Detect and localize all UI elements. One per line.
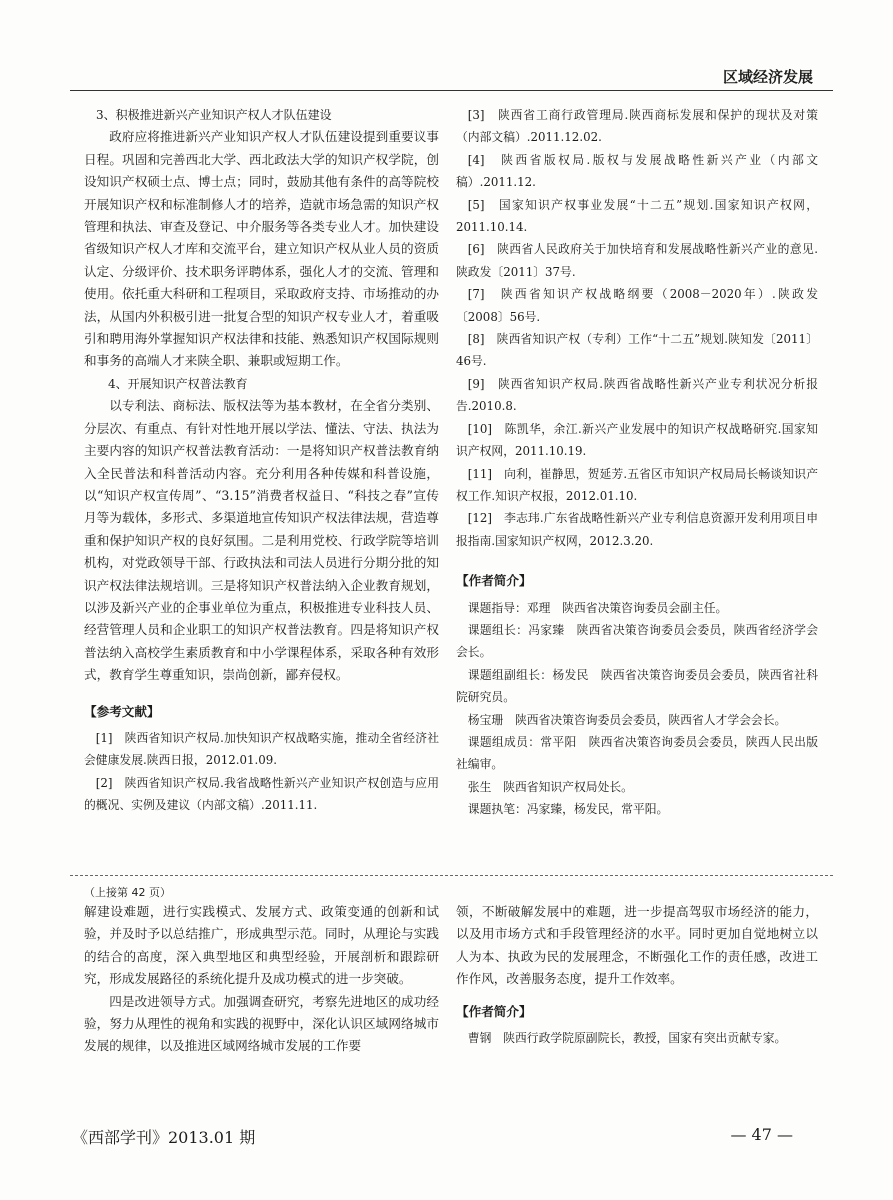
reference-item: [10] 陈凯华，余江.新兴产业发展中的知识产权战略研究.国家知识产权网，2011.10.19.	[456, 421, 818, 459]
subheading-3: 3、积极推进新兴产业知识产权人才队伍建设	[96, 108, 332, 122]
reference-item: [9] 陕西省知识产权局.陕西省战略性新兴产业专利状况分析报告.2010.8.	[456, 376, 818, 414]
author-line: 曹钢 陕西行政学院原副院长，教授，国家有突出贡献专家。	[467, 1031, 787, 1046]
author-line: 课题组成员：常平阳 陕西省决策咨询委员会委员，陕西人民出版社编审。	[456, 734, 818, 772]
page-number: — 47 —	[730, 1125, 793, 1144]
author-line: 课题组副组长：杨发民 陕西省决策咨询委员会委员，陕西省社科院研究员。	[456, 667, 818, 705]
section-title: 区域经济发展	[722, 68, 813, 86]
continuation-right	[456, 901, 818, 1049]
reference-item: [5] 国家知识产权事业发展“十二五”规划.国家知识产权网，2011.10.14.	[456, 197, 818, 235]
paragraph: 以专利法、商标法、版权法等为基本教材，在全省分类别、分层次、有重点、有针对性地开展以学法、懂法、守法、执法为主要内容的知识产权普法教育活动：一是将知识产权普法教育纳入全民普法和科普活动内容。充分利用各种传媒和科普设施，以“知识产权宣传周”、“3.15”消费者权益日、“科技之春”宣传月等为载体，多形式、多渠道地宣传知识产权法律法规，营造尊重和保护知识产权的良好氛围。二是利用党校、行政学院等培训机构，对党政领导干部、行政执法和司法人员进行分期分批的知识产权法律法规培训。三是将知识产权普法纳入企业教育规划，以涉及新兴产业的企事业单位为重点，积极推进专业科技人员、经营管理人员和企业职工的知识产权普法教育。四是将知识产权普法纳入高校学生素质教育和中小学课程体系，采取各种有效形式，教育学生尊重知识，崇尚创新，鄙弃侵权。	[84, 398, 439, 683]
journal-issue: 《西部学刊》2013.01 期	[72, 1128, 256, 1147]
paragraph: 领，不断破解发展中的难题，进一步提高驾驭市场经济的能力，以及用市场方式和手段管理经济的水平。同时更加自觉地树立以人为本、执政为民的发展理念，不断强化工作的责任感，改进工作作风，改善服务态度，提升工作效率。	[456, 904, 818, 987]
header-rule	[70, 90, 833, 91]
reference-item: [6] 陕西省人民政府关于加快培育和发展战略性新兴产业的意见.陕政发〔2011〕37号.	[456, 242, 818, 279]
reference-item: [8] 陕西省知识产权（专利）工作“十二五”规划.陕知发〔2011〕46号.	[456, 332, 818, 369]
paragraph: 四是改进领导方式。加强调查研究，考察先进地区的成功经验，努力从理性的视角和实践的视野中，深化认识区域网络城市发展的规律，以及推进区域网络城市发展的工作要	[84, 993, 439, 1054]
references-title: 【参考文献】	[84, 703, 160, 719]
continuation-label: （上接第 42 页）	[84, 886, 171, 899]
reference-item: [11] 向利，崔静思，贺延芳.五省区市知识产权局局长畅谈知识产权工作.知识产权报，2012.01.10.	[456, 466, 818, 503]
author-line: 课题执笔：冯家臻，杨发民，常平阳。	[467, 802, 669, 817]
reference-item: [12] 李志玮.广东省战略性新兴产业专利信息资源开发利用项目申报指南.国家知识产权网，2012.3.20.	[456, 511, 818, 548]
author-line: 课题指导：邓理 陕西省决策咨询委员会副主任。	[467, 600, 728, 615]
reference-item: [1] 陕西省知识产权局.加快知识产权战略实施，推动全省经济社会健康发展.陕西日报，2012.01.09.	[84, 730, 439, 768]
author-line: 张生 陕西省知识产权局处长。	[467, 779, 633, 794]
reference-item: [2] 陕西省知识产权局.我省战略性新兴产业知识产权创造与应用的概况、实例及建议（内部文稿）.2011.11.	[84, 775, 439, 813]
continuation-separator	[70, 875, 833, 876]
reference-item: [4] 陕西省版权局.版权与发展战略性新兴产业（内部文稿）.2011.12.	[456, 152, 818, 190]
left-column	[84, 104, 439, 817]
reference-item: [3] 陕西省工商行政管理局.陕西商标发展和保护的现状及对策（内部文稿）.2011.12.02.	[456, 108, 818, 145]
author-line: 课题组长：冯家臻 陕西省决策咨询委员会委员，陕西省经济学会会长。	[456, 622, 818, 660]
subheading-4: 4、开展知识产权普法教育	[108, 376, 248, 391]
right-column	[456, 104, 818, 821]
author-line: 杨宝珊 陕西省决策咨询委员会委员，陕西省人才学会会长。	[467, 712, 787, 727]
continuation-left	[84, 901, 439, 1058]
paragraph: 政府应将推进新兴产业知识产权人才队伍建设提到重要议事日程。巩固和完善西北大学、西北政法大学的知识产权学院，创设知识产权硕士点、博士点；同时，鼓励其他有条件的高等院校开展知识产权和标准制修人才的培养，造就市场急需的知识产权管理和执法、审查及登记、中介服务等各类专业人才。加快建设省级知识产权人才库和交流平台，建立知识产权从业人员的资质认定、分级评价、技术职务评聘体系，强化人才的交流、管理和使用。依托重大科研和工程项目，采取政府支持、市场推动的办法，从国内外积极引进一批复合型的知识产权专业人才，着重吸引和聘用海外掌握知识产权法律和技能、熟悉知识产权国际规则和事务的高端人才来陕全职、兼职或短期工作。	[84, 129, 439, 369]
reference-item: [7] 陕西省知识产权战略纲要（2008－2020年）.陕政发〔2008〕56号.	[456, 287, 818, 324]
author-intro-title: 【作者简介】	[456, 1003, 532, 1019]
paragraph: 解建设难题，进行实践模式、发展方式、政策变通的创新和试验，并及时予以总结推广，形成典型示范。同时，从理论与实践的结合的高度，深入典型地区和典型经验，开展剖析和跟踪研究，形成发展路径的系统化提升及成功模式的进一步突破。	[84, 904, 439, 987]
author-intro-title: 【作者简介】	[456, 573, 532, 589]
